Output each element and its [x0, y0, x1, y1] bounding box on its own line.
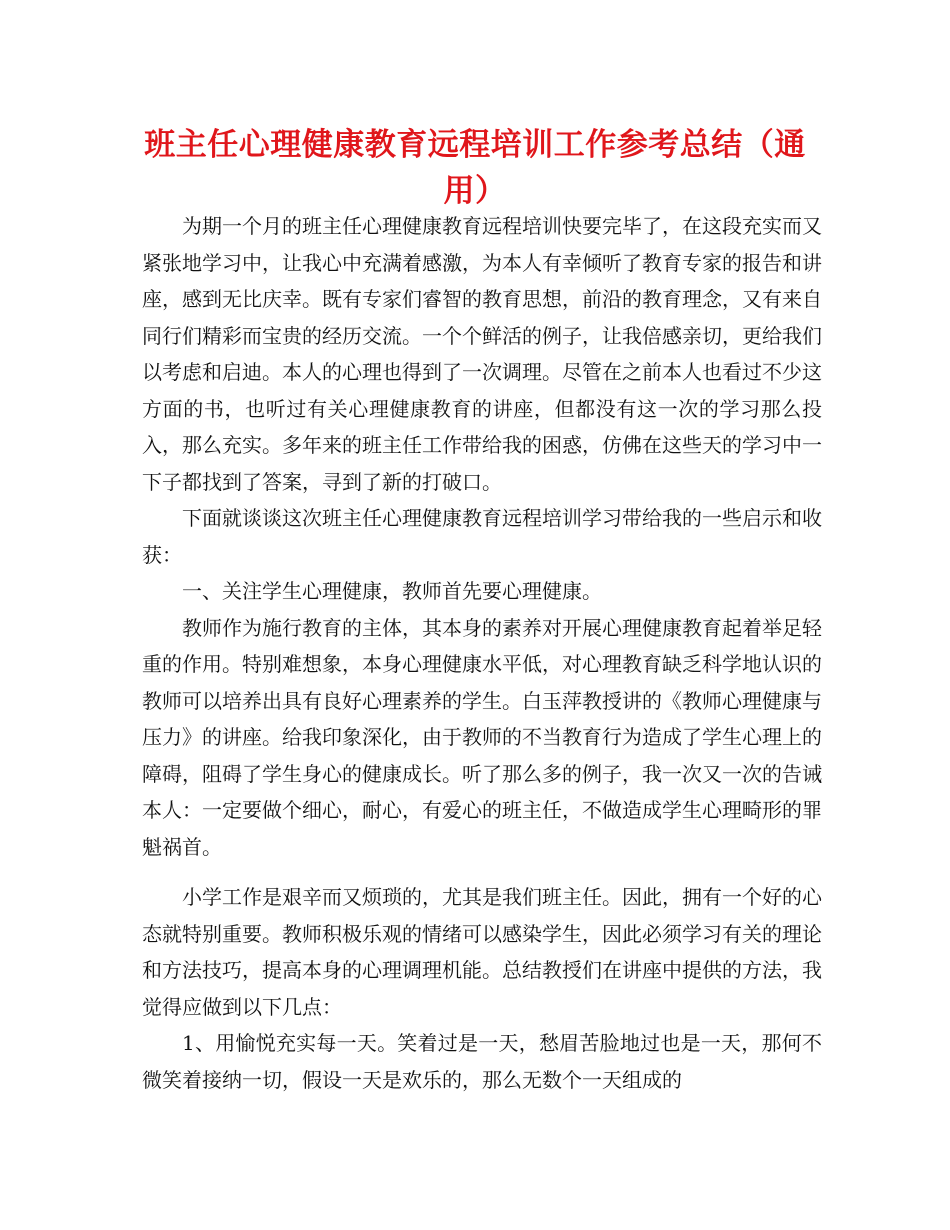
section-heading-1: 一、关注学生心理健康，教师首先要心理健康。 [182, 579, 602, 603]
paragraph-primary-school: 小学工作是艰辛而又烦琐的，尤其是我们班主任。因此，拥有一个好的心态就特别重要。教师积极乐观的情绪可以感染学生，因此必须学习有关的理论和方法技巧，提高本身的心理调理机能。总结教授们在讲座中提供的方法，我觉得应做到以下几点： [142, 885, 822, 1019]
paragraph-teacher-health: 教师作为施行教育的主体，其本身的素养对开展心理健康教育起着举足轻重的作用。特别难想象，本身心理健康水平低，对心理教育缺乏科学地认识的教师可以培养出具有良好心理素养的学生。白玉萍教授讲的《教师心理健康与压力》的讲座。给我印象深化，由于教师的不当教育行为造成了学生心理上的障碍，阻碍了学生身心的健康成长。听了那么多的例子，我一次又一次的告诫本人：一定要做个细心，耐心，有爱心的班主任，不做造成学生心理畸形的罪魁祸首。 [142, 615, 822, 859]
paragraph-intro: 为期一个月的班主任心理健康教育远程培训快要完毕了，在这段充实而又紧张地学习中，让我心中充满着感激，为本人有幸倾听了教育专家的报告和讲座，感到无比庆幸。既有专家们睿智的教育思想，前沿的教育理念，又有来自同行们精彩而宝贵的经历交流。一个个鲜活的例子，让我倍感亲切，更给我们以考虑和启迪。本人的心理也得到了一次调理。尽管在之前本人也看过不少这方面的书，也听过有关心理健康教育的讲座，但都没有这一次的学习那么投入，那么充实。多年来的班主任工作带给我的困惑，仿佛在这些天的学习中一下子都找到了答案，寻到了新的打破口。 [142, 214, 822, 494]
paragraph-point-1: 1、用愉悦充实每一天。笑着过是一天，愁眉苦脸地过也是一天，那何不微笑着接纳一切，假设一天是欢乐的，那么无数个一天组成的 [142, 1031, 822, 1092]
paragraph-lead-in: 下面就谈谈这次班主任心理健康教育远程培训学习带给我的一些启示和收获： [142, 506, 822, 567]
document-title: 班主任心理健康教育远程培训工作参考总结（通用） [144, 127, 806, 209]
document-body [142, 208, 822, 1098]
